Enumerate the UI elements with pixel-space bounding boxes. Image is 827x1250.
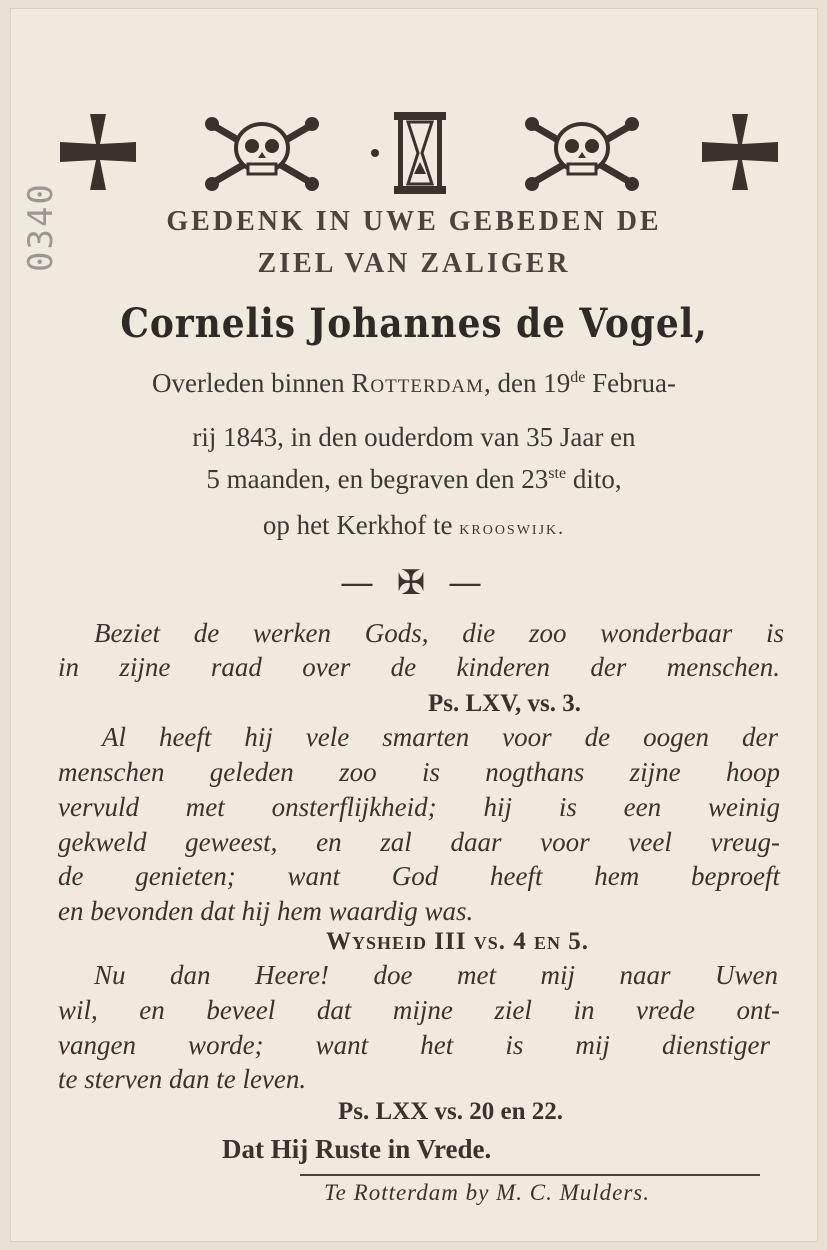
notice-text: 5 maanden, en begraven den 23	[206, 464, 549, 494]
notice-line-4	[10, 510, 818, 541]
notice-text: Februa-	[585, 368, 677, 398]
reference-2: Wysheid III vs. 4 en 5.	[326, 928, 589, 955]
verse-3-line-4: te sterven dan te leven.	[58, 1064, 307, 1094]
notice-text: dito,	[566, 464, 622, 494]
hourglass-icon	[394, 112, 446, 194]
closing-blessing: Dat Hij Ruste in Vrede.	[222, 1134, 492, 1164]
cross-pattee-icon	[702, 114, 778, 190]
reference-3: Ps. LXX vs. 20 en 22.	[338, 1098, 564, 1125]
notice-text: Overleden binnen	[151, 368, 352, 398]
printer-imprint: Te Rotterdam by M. C. Mulders.	[324, 1180, 651, 1205]
verse-2-line-2: menschen geleden zoo is nogthans zijne hoop	[58, 757, 780, 787]
ornament-row	[10, 108, 818, 208]
header-line-2: ZIEL VAN ZALIGER	[257, 248, 571, 279]
notice-line-3	[10, 464, 818, 495]
verse-2-line-5: de genieten; want God heeft hem beproeft	[58, 861, 780, 891]
memorial-card	[10, 8, 818, 1242]
verse-2-line-1: Al heeft hij vele smarten voor de oogen der	[102, 722, 778, 752]
skull-crossbones-icon	[522, 112, 642, 192]
reference-1: Ps. LXV, vs. 3.	[428, 690, 582, 717]
verse-1-line-2: in zijne raad over de kinderen der menschen.	[58, 652, 780, 682]
notice-text: op het Kerkhof te	[262, 510, 460, 540]
printer-rule	[300, 1174, 760, 1176]
notice-line-2: rij 1843, in den ouderdom van 35 Jaar en	[192, 422, 636, 452]
cemetery-name: krooswijk.	[459, 517, 566, 539]
section-divider: — ✠ —	[339, 563, 489, 603]
verse-2-line-4: gekweld geweest, en zal daar voor veel vreug-	[58, 827, 780, 857]
catalog-stamp: 0340	[21, 182, 61, 272]
notice-text: , den 19	[483, 368, 571, 398]
verse-3-line-2: wil, en beveel dat mijne ziel in vrede ont-	[58, 995, 780, 1025]
dot-icon	[370, 148, 380, 158]
city-name: Rotterdam	[351, 368, 484, 398]
verse-1-line-1: Beziet de werken Gods, die zoo wonderbaar is	[94, 618, 784, 648]
deceased-name: Cornelis Johannes de Vogel,	[120, 300, 708, 347]
cross-pattee-icon	[60, 114, 136, 190]
verse-2-line-3: vervuld met onsterflijkheid; hij is een weinig	[58, 792, 780, 822]
verse-3-line-1: Nu dan Heere! doe met mij naar Uwen	[94, 960, 778, 990]
skull-crossbones-icon	[202, 112, 322, 192]
superscript: de	[570, 369, 586, 386]
superscript: ste	[548, 465, 567, 482]
verse-2-line-6: en bevonden dat hij hem waardig was.	[58, 896, 474, 926]
header-line-1: GEDENK IN UWE GEBEDEN DE	[166, 206, 662, 237]
verse-3-line-3: vangen worde; want het is mij dienstiger	[58, 1030, 770, 1060]
notice-line-1	[10, 368, 818, 399]
